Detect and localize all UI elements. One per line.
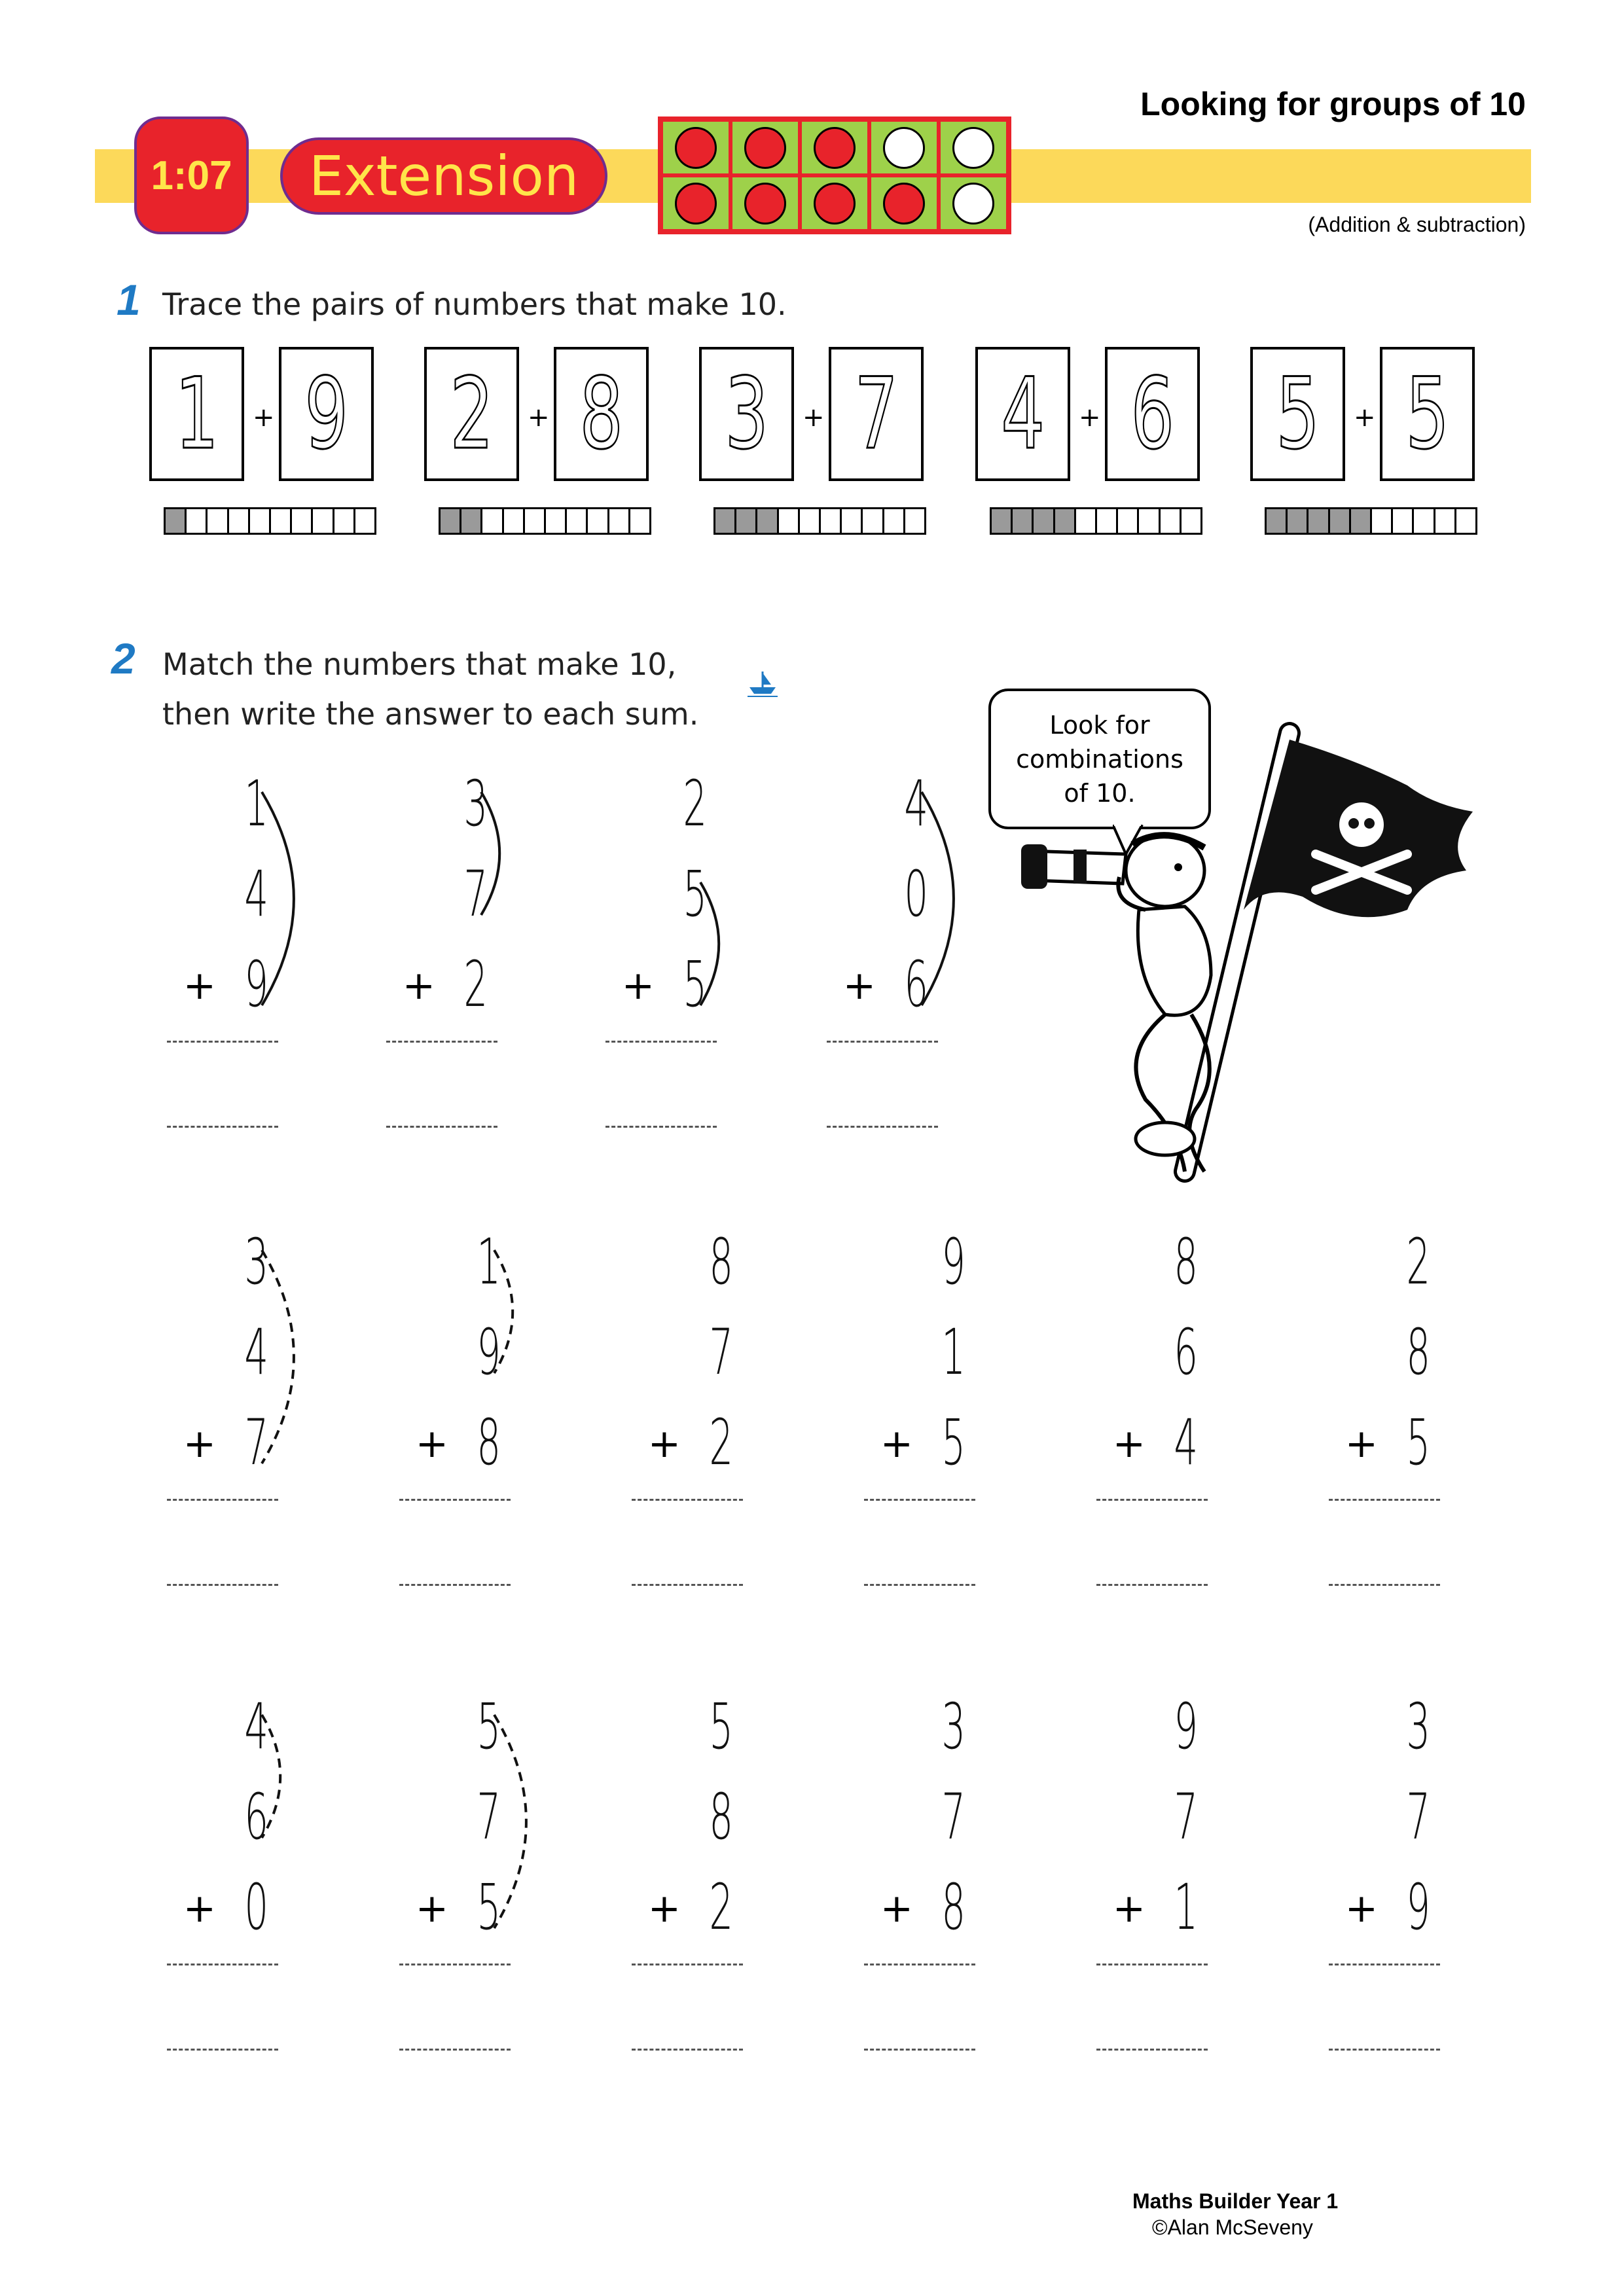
sum-addend-1: 4: [244, 1690, 268, 1763]
sum-addend-3: 4: [1174, 1406, 1198, 1479]
sum-addend-1: 1: [477, 1225, 501, 1299]
answer-line[interactable]: [632, 2049, 743, 2051]
sum-addend-2: 4: [244, 1316, 268, 1389]
track-square-filled: [736, 509, 757, 533]
track-square-filled: [1034, 509, 1055, 533]
plus-sign: +: [528, 403, 550, 433]
sum-underline: [605, 1041, 717, 1043]
track-square-empty: [821, 509, 842, 533]
sum-addend-3: 2: [463, 948, 488, 1021]
sum-underline: [1096, 1964, 1208, 1965]
track-square-filled: [715, 509, 736, 533]
empty-counter: [952, 183, 994, 224]
plus-sign: +: [880, 1886, 913, 1931]
ten-frame-cell: [800, 120, 869, 175]
track-square-filled: [1013, 509, 1034, 533]
trace-card-first: [1250, 347, 1345, 481]
answer-line[interactable]: [864, 2049, 975, 2051]
track-square-empty: [250, 509, 271, 533]
ten-track: [164, 507, 376, 535]
track-square-empty: [1118, 509, 1139, 533]
sum-addend-2: 6: [1174, 1316, 1198, 1389]
sum-addend-3: 2: [709, 1871, 733, 1944]
page-subtitle: (Addition & subtraction): [1308, 213, 1526, 236]
answer-line[interactable]: [399, 1584, 511, 1586]
ten-track: [439, 507, 651, 535]
sum-addend-3: 8: [477, 1406, 501, 1479]
plus-sign: +: [647, 1886, 681, 1931]
sum-addend-1: 3: [1406, 1690, 1430, 1763]
dashed-match-bracket: [488, 1230, 566, 1380]
trace-card-first: [975, 347, 1070, 481]
sum-addend-3: 8: [941, 1871, 965, 1944]
sum-underline: [1096, 1499, 1208, 1501]
sum-addend-1: 2: [683, 767, 707, 840]
trace-digit: 8: [579, 357, 623, 471]
question-1-instruction: Trace the pairs of numbers that make 10.: [162, 287, 787, 322]
sum-addend-2: 1: [941, 1316, 965, 1389]
track-square-empty: [1161, 509, 1182, 533]
addition-sum: [409, 1225, 540, 1479]
trace-card-second: [829, 347, 924, 481]
sum-addend-1: 9: [1174, 1690, 1198, 1763]
dashed-match-bracket: [488, 1695, 566, 1935]
red-counter: [744, 127, 786, 169]
trace-digit: 6: [1130, 357, 1174, 471]
plus-sign: +: [1112, 1886, 1146, 1931]
sum-addend-1: 5: [709, 1690, 733, 1763]
sum-addend-1: 3: [463, 767, 488, 840]
sum-underline: [399, 1964, 511, 1965]
trace-digit: 3: [725, 357, 768, 471]
track-square-empty: [355, 509, 374, 533]
sum-addend-2: 7: [1174, 1780, 1198, 1854]
ten-frame-cell: [661, 120, 731, 175]
track-square-filled: [166, 509, 187, 533]
track-square-empty: [863, 509, 884, 533]
sum-underline: [632, 1499, 743, 1501]
track-square-empty: [229, 509, 250, 533]
addition-sum: [1106, 1225, 1237, 1479]
answer-line[interactable]: [1096, 1584, 1208, 1586]
sum-addend-2: 7: [709, 1316, 733, 1389]
sum-addend-3: 2: [709, 1406, 733, 1479]
trace-digit: 4: [1001, 357, 1045, 471]
trace-digit: 5: [1405, 357, 1449, 471]
match-bracket: [255, 772, 334, 1012]
ten-track: [990, 507, 1202, 535]
plus-sign: +: [415, 1886, 448, 1931]
addition-sum: [641, 1690, 772, 1944]
answer-line[interactable]: [167, 1126, 278, 1128]
sum-addend-2: 8: [709, 1780, 733, 1854]
plus-sign: +: [402, 963, 435, 1009]
bubble-line-3: of 10.: [1064, 778, 1136, 808]
ship-icon: [746, 666, 779, 699]
addition-sum: [1339, 1225, 1470, 1479]
sum-underline: [399, 1499, 511, 1501]
track-square-empty: [588, 509, 609, 533]
track-square-empty: [779, 509, 800, 533]
ten-track: [1265, 507, 1477, 535]
plus-sign: +: [1344, 1421, 1378, 1467]
track-square-filled: [1308, 509, 1329, 533]
footer-copyright: ©Alan McSeveny: [1152, 2215, 1313, 2239]
sum-addend-3: 6: [904, 948, 928, 1021]
addition-sum: [177, 1690, 308, 1944]
plus-sign: +: [183, 963, 216, 1009]
addition-sum: [837, 767, 967, 1021]
sum-underline: [167, 1041, 278, 1043]
sum-addend-1: 3: [941, 1690, 965, 1763]
track-square-empty: [1076, 509, 1097, 533]
sum-addend-1: 8: [709, 1225, 733, 1299]
plus-sign: +: [621, 963, 655, 1009]
question-1-number: 1: [117, 276, 141, 324]
trace-card-first: [149, 347, 244, 481]
track-square-filled: [1055, 509, 1076, 533]
track-square-empty: [1097, 509, 1118, 533]
plus-sign: +: [183, 1886, 216, 1931]
sum-addend-1: 8: [1174, 1225, 1198, 1299]
dashed-match-bracket: [255, 1230, 334, 1470]
addition-sum: [409, 1690, 540, 1944]
plus-sign: +: [1354, 403, 1376, 433]
answer-line[interactable]: [167, 2049, 278, 2051]
addition-sum: [396, 767, 527, 1021]
sum-addend-3: 5: [477, 1871, 501, 1944]
sum-underline: [632, 1964, 743, 1965]
ten-frame-cell: [731, 120, 800, 175]
addition-sum: [177, 1225, 308, 1479]
sum-addend-1: 1: [244, 767, 268, 840]
page-title: Looking for groups of 10: [1140, 86, 1526, 122]
track-square-empty: [482, 509, 503, 533]
addition-sum: [1339, 1690, 1470, 1944]
addition-sum: [874, 1690, 1005, 1944]
answer-line[interactable]: [167, 1584, 278, 1586]
trace-card-second: [554, 347, 649, 481]
track-square-filled: [1267, 509, 1288, 533]
lesson-code-badge: 1:07: [134, 117, 249, 234]
sum-addend-1: 3: [244, 1225, 268, 1299]
addition-sum: [874, 1225, 1005, 1479]
plus-sign: +: [253, 403, 275, 433]
plus-sign: +: [415, 1421, 448, 1467]
track-square-filled: [757, 509, 778, 533]
sum-addend-1: 2: [1406, 1225, 1430, 1299]
track-square-empty: [905, 509, 924, 533]
track-square-empty: [504, 509, 525, 533]
sum-underline: [827, 1041, 938, 1043]
question-2-instruction-line1: Match the numbers that make 10,: [162, 647, 677, 682]
answer-line[interactable]: [1329, 1584, 1440, 1586]
answer-line[interactable]: [399, 2049, 511, 2051]
track-square-empty: [1414, 509, 1435, 533]
track-square-empty: [208, 509, 228, 533]
track-square-empty: [884, 509, 905, 533]
track-square-filled: [992, 509, 1013, 533]
sum-addend-2: 7: [1406, 1780, 1430, 1854]
trace-card-first: [424, 347, 519, 481]
empty-counter: [883, 127, 925, 169]
sum-addend-2: 8: [1406, 1316, 1430, 1389]
footer-book-title: Maths Builder Year 1: [1132, 2189, 1339, 2213]
trace-card-first: [699, 347, 794, 481]
sum-addend-3: 7: [244, 1406, 268, 1479]
track-square-empty: [567, 509, 588, 533]
addition-sum: [615, 767, 746, 1021]
red-counter: [675, 127, 717, 169]
sum-underline: [864, 1499, 975, 1501]
sum-addend-2: 7: [477, 1780, 501, 1854]
track-square-filled: [461, 509, 482, 533]
trace-card-second: [279, 347, 374, 481]
plus-sign: +: [1079, 403, 1101, 433]
plus-sign: +: [803, 403, 825, 433]
ten-track: [713, 507, 926, 535]
red-counter: [883, 183, 925, 224]
red-counter: [814, 127, 856, 169]
ten-frame-cell: [939, 175, 1008, 231]
sum-addend-2: 6: [244, 1780, 268, 1854]
answer-line[interactable]: [632, 1584, 743, 1586]
sum-addend-3: 1: [1174, 1871, 1198, 1944]
plus-sign: +: [183, 1421, 216, 1467]
track-square-empty: [630, 509, 649, 533]
sum-addend-2: 0: [904, 857, 928, 931]
ten-frame-cell: [869, 175, 939, 231]
sum-addend-3: 5: [941, 1406, 965, 1479]
track-square-empty: [842, 509, 863, 533]
sum-addend-2: 4: [244, 857, 268, 931]
addition-sum: [641, 1225, 772, 1479]
ten-frame-cell: [661, 175, 731, 231]
trace-digit: 9: [304, 357, 348, 471]
answer-line[interactable]: [1096, 2049, 1208, 2051]
match-bracket: [475, 772, 553, 922]
track-square-empty: [292, 509, 313, 533]
sum-underline: [1329, 1964, 1440, 1965]
track-square-empty: [525, 509, 546, 533]
sum-addend-2: 9: [477, 1316, 501, 1389]
track-square-empty: [1139, 509, 1160, 533]
track-square-empty: [187, 509, 208, 533]
ten-frame: [658, 117, 1011, 234]
sum-underline: [167, 1499, 278, 1501]
sum-underline: [864, 1964, 975, 1965]
level-label: Extension: [280, 137, 607, 215]
track-square-empty: [1435, 509, 1456, 533]
trace-digit: 7: [854, 357, 898, 471]
answer-line[interactable]: [386, 1126, 497, 1128]
track-square-empty: [609, 509, 630, 533]
track-square-empty: [334, 509, 355, 533]
dashed-match-bracket: [255, 1695, 334, 1844]
match-bracket: [694, 772, 772, 1012]
trace-digit: 5: [1276, 357, 1320, 471]
red-counter: [675, 183, 717, 224]
question-2-instruction-line2: then write the answer to each sum.: [162, 696, 699, 732]
track-square-filled: [1330, 509, 1351, 533]
track-square-filled: [441, 509, 461, 533]
sum-addend-3: 5: [1406, 1406, 1430, 1479]
match-bracket: [915, 772, 994, 1012]
addition-sum: [177, 767, 308, 1021]
answer-line[interactable]: [605, 1126, 717, 1128]
track-square-filled: [1351, 509, 1372, 533]
sum-addend-1: 9: [941, 1225, 965, 1299]
plus-sign: +: [1344, 1886, 1378, 1931]
sum-underline: [386, 1041, 497, 1043]
sum-underline: [167, 1964, 278, 1965]
bubble-line-1: Look for: [1049, 710, 1150, 740]
track-square-empty: [1182, 509, 1200, 533]
sum-underline: [1329, 1499, 1440, 1501]
answer-line[interactable]: [827, 1126, 938, 1128]
ten-frame-cell: [869, 120, 939, 175]
sum-addend-3: 9: [244, 948, 268, 1021]
track-square-empty: [546, 509, 567, 533]
ten-frame-cell: [731, 175, 800, 231]
sum-addend-2: 5: [683, 857, 707, 931]
pirate-illustration: [1015, 713, 1492, 1185]
track-square-empty: [1372, 509, 1393, 533]
track-square-empty: [800, 509, 821, 533]
trace-card-second: [1105, 347, 1200, 481]
sum-addend-2: 7: [941, 1780, 965, 1854]
track-square-empty: [313, 509, 334, 533]
sum-addend-3: 5: [683, 948, 707, 1021]
track-square-filled: [1288, 509, 1308, 533]
ten-frame-cell: [800, 175, 869, 231]
plus-sign: +: [1112, 1421, 1146, 1467]
ten-frame-cell: [939, 120, 1008, 175]
sum-addend-2: 7: [463, 857, 488, 931]
bubble-line-2: combinations: [1016, 744, 1183, 774]
plus-sign: +: [647, 1421, 681, 1467]
sum-addend-3: 9: [1406, 1871, 1430, 1944]
trace-card-second: [1380, 347, 1475, 481]
trace-digit: 1: [175, 357, 219, 471]
question-2-number: 2: [111, 634, 135, 683]
empty-counter: [952, 127, 994, 169]
track-square-empty: [271, 509, 292, 533]
track-square-empty: [1393, 509, 1414, 533]
addition-sum: [1106, 1690, 1237, 1944]
answer-line[interactable]: [1329, 2049, 1440, 2051]
sum-addend-3: 0: [244, 1871, 268, 1944]
answer-line[interactable]: [864, 1584, 975, 1586]
red-counter: [744, 183, 786, 224]
plus-sign: +: [880, 1421, 913, 1467]
red-counter: [814, 183, 856, 224]
sum-addend-1: 4: [904, 767, 928, 840]
track-square-empty: [1456, 509, 1475, 533]
trace-digit: 2: [450, 357, 494, 471]
sum-addend-1: 5: [477, 1690, 501, 1763]
plus-sign: +: [842, 963, 876, 1009]
